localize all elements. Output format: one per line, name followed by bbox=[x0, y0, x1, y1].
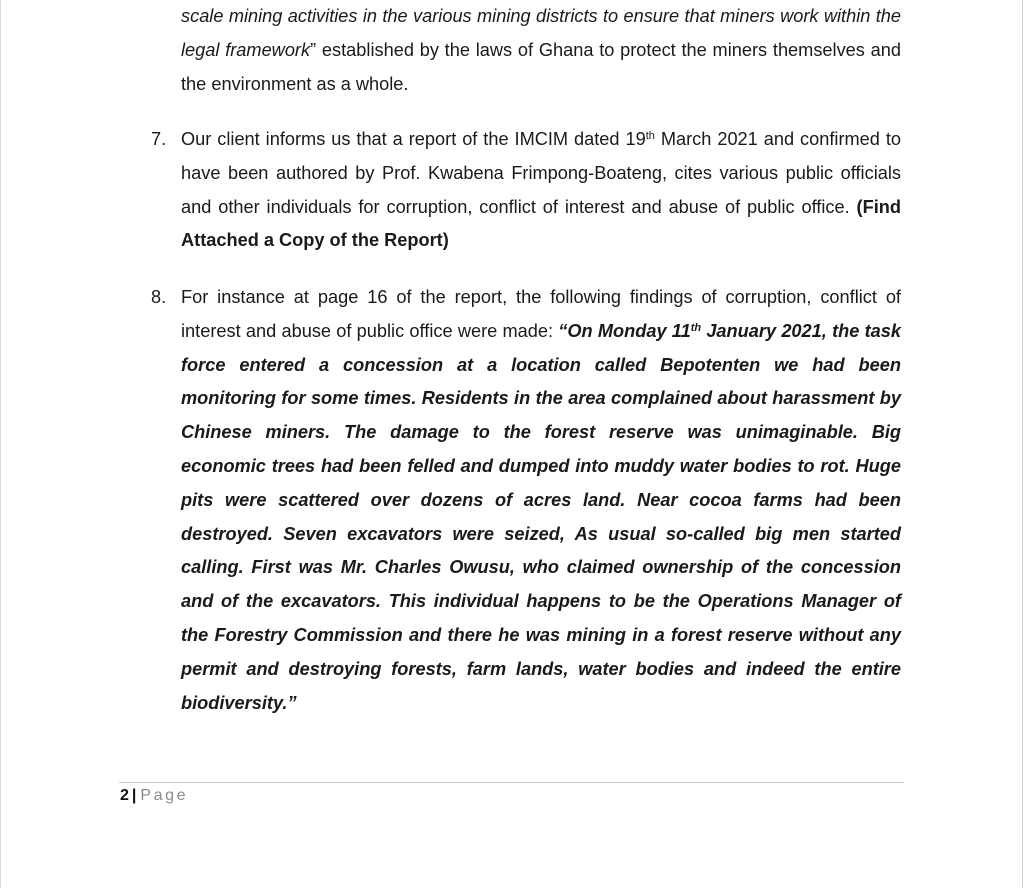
continuation-paragraph bbox=[181, 0, 901, 101]
footer-separator: | bbox=[131, 787, 137, 804]
item-7-number: 7. bbox=[151, 129, 167, 149]
footer-page-label: Page bbox=[140, 787, 189, 804]
item-8-quote-superscript: th bbox=[690, 321, 702, 334]
item-7-superscript: th bbox=[645, 130, 655, 142]
item-8-quote-start: “On Monday 11 bbox=[558, 320, 691, 341]
item-8-quote-body: January 2021, the task force entered a concession at a location called Bepotenten we had been monitoring for some times. Residents in the area complained about harassment by Chinese miners. The damage to the forest reserve was unimaginable. Big economic trees had been felled and dumped into muddy water bodies to rot. Huge pits were scattered over dozens of acres land. Near cocoa farms had been destroyed. Seven excavators were seized, As usual so-called big men started calling. First was Mr. Charles Owusu, who claimed ownership of the concession and of the excavators. This individual happens to be the Operations Manager of the Forestry Commission and there he was mining in a forest reserve without any permit and destroying forests, farm lands, water bodies and indeed the entire biodiversity.” bbox=[181, 320, 901, 713]
item-7-text-b: March 2021 and confirmed to have been authored by Prof. Kwabena Frimpong-Boateng, cites various public officials and other individuals for corruption, conflict of interest and abuse of public office. bbox=[181, 129, 901, 217]
item-8-text: For instance at page 16 of the report, the following findings of corruption, conflict of interest and abuse of public office were made: bbox=[181, 287, 901, 341]
footer-page-number: 2 bbox=[120, 787, 129, 804]
item-7-text-a: Our client informs us that a report of the IMCIM dated 19 bbox=[181, 129, 646, 149]
continuation-tail: established by the laws of Ghana to protect the miners themselves and the environment as a whole. bbox=[181, 39, 901, 94]
item-7-bold-note: (Find Attached a Copy of the Report) bbox=[181, 196, 901, 251]
footer-divider bbox=[119, 782, 904, 783]
item-8-paragraph bbox=[181, 281, 901, 720]
continuation-italic-quote: scale mining activities in the various mining districts to ensure that miners work within the legal framework bbox=[181, 6, 901, 60]
continuation-closing-quote: ” bbox=[310, 39, 317, 60]
item-8-number: 8. bbox=[151, 287, 167, 307]
page-footer bbox=[120, 787, 188, 805]
item-7-paragraph bbox=[181, 123, 901, 258]
